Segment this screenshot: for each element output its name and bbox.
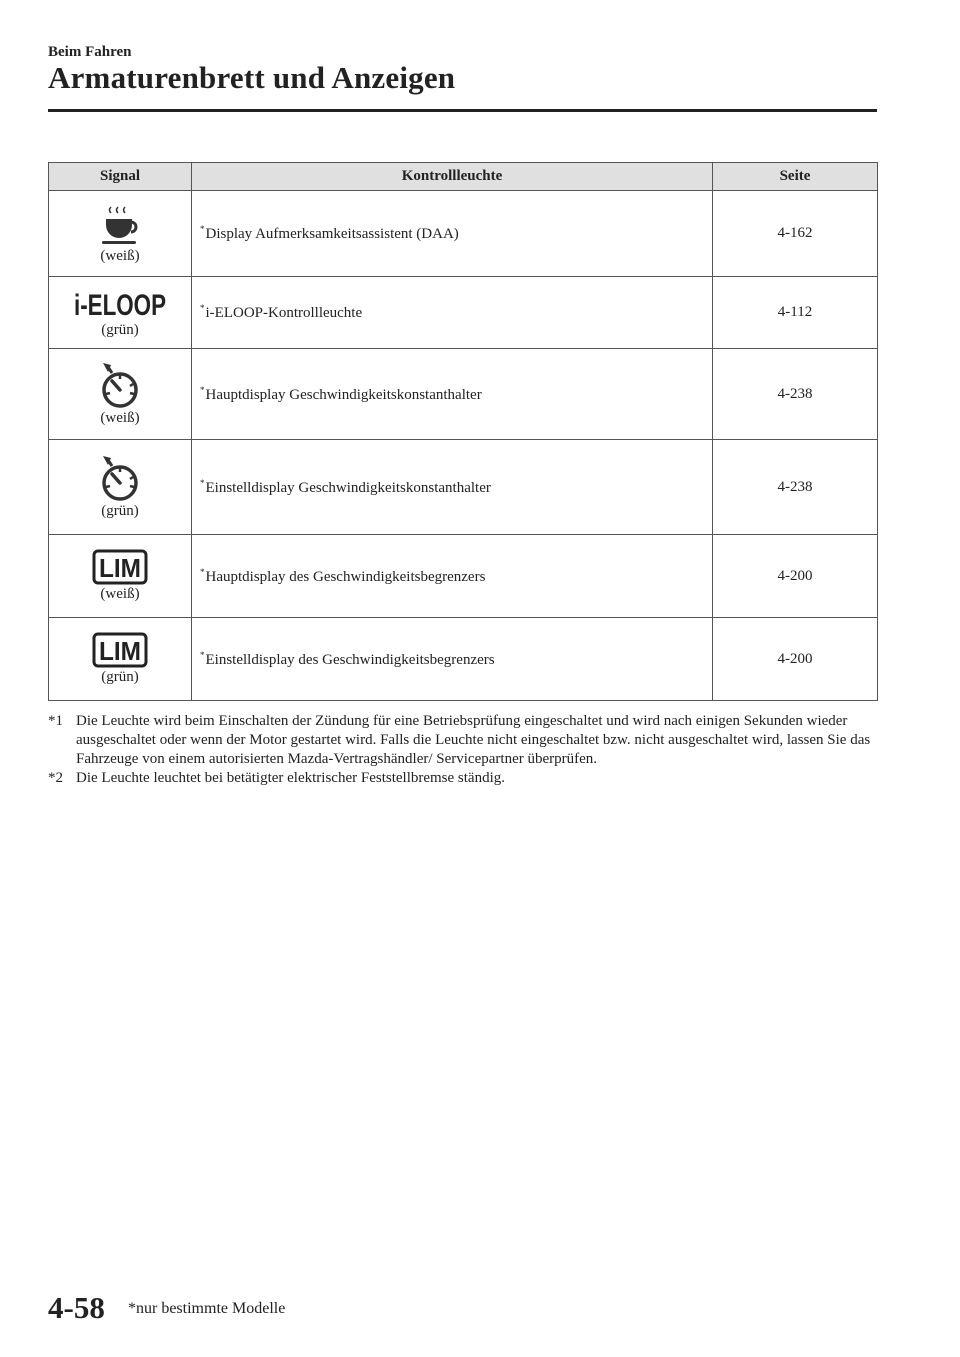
cruise-control-icon	[97, 454, 143, 502]
signal-color: (weiß)	[100, 247, 140, 264]
description-cell	[192, 191, 713, 277]
svg-text:LIM: LIM	[99, 636, 141, 666]
footnote-text: Die Leuchte wird beim Einschalten der Zündung für eine Betriebsprüfung eingeschaltet und wird nach einigen Sekunden wieder ausgeschaltet oder wenn der Motor gestartet wird. Falls die Leuchte nicht eingeschaltet bzw. nicht ausgeschaltet wird, lassen Sie das Fahrzeuge von einem autorisierten Mazda-Vertragshändler/ Servicepartner überprüfen.	[76, 713, 871, 767]
header-page: Seite	[713, 163, 878, 191]
footnote-item	[48, 769, 888, 788]
coffee-cup-icon	[98, 203, 142, 247]
header-light: Kontrollleuchte	[192, 163, 713, 191]
i-eloop-icon	[72, 287, 168, 321]
page-ref: 4-200	[713, 618, 878, 701]
table-row	[49, 349, 878, 440]
table-row	[49, 535, 878, 618]
description-cell	[192, 618, 713, 701]
signal-color: (grün)	[101, 669, 139, 685]
page-ref: 4-238	[713, 349, 878, 440]
lim-icon	[92, 632, 148, 668]
description-text: Hauptdisplay des Geschwindigkeitsbegrenzers	[205, 568, 486, 585]
footnote-item	[48, 712, 888, 769]
description-text: i-ELOOP-Kontrollleuchte	[205, 305, 363, 321]
description-text: Hauptdisplay Geschwindigkeitskonstanthalter	[205, 386, 482, 403]
footnote-marker: *	[200, 477, 205, 488]
cruise-control-icon	[97, 361, 143, 409]
signal-cell	[49, 618, 192, 701]
page-ref: 4-200	[713, 535, 878, 618]
footnote-marker: *	[200, 649, 205, 660]
header-signal: Signal	[49, 163, 192, 191]
signal-color: (weiß)	[100, 586, 140, 602]
page-ref: 4-112	[713, 277, 878, 349]
table-row	[49, 191, 878, 277]
signal-color: (grün)	[101, 503, 139, 519]
footnote-marker: *	[200, 303, 205, 313]
table-header-row	[49, 163, 878, 191]
page-ref: 4-238	[713, 440, 878, 535]
description-cell	[192, 535, 713, 618]
signal-color: (weiß)	[100, 410, 140, 426]
lim-icon	[92, 549, 148, 585]
description-cell	[192, 440, 713, 535]
footnote-number: *1	[48, 713, 63, 729]
table-row	[49, 277, 878, 349]
page-ref: 4-162	[713, 191, 878, 277]
signal-cell	[49, 440, 192, 535]
footnotes	[48, 712, 888, 788]
title-rule	[48, 109, 877, 112]
signal-cell	[49, 191, 192, 277]
signal-cell	[49, 277, 192, 349]
svg-text:i-ELOOP: i-ELOOP	[74, 288, 166, 322]
svg-text:LIM: LIM	[99, 553, 141, 583]
description-text: Einstelldisplay des Geschwindigkeitsbegrenzers	[205, 651, 495, 668]
signal-cell	[49, 535, 192, 618]
footnote-marker: *	[200, 224, 205, 234]
page-title: Armaturenbrett und Anzeigen	[48, 60, 456, 95]
description-cell	[192, 277, 713, 349]
footnote-marker: *	[200, 384, 205, 395]
footnote-text: Die Leuchte leuchtet bei betätigter elektrischer Feststellbremse ständig.	[76, 770, 506, 786]
models-note: *nur bestimmte Modelle	[128, 1300, 286, 1317]
footnote-marker: *	[200, 566, 205, 577]
page-number: 4-58	[48, 1290, 105, 1325]
section-label: Beim Fahren	[48, 44, 132, 60]
signal-cell	[49, 349, 192, 440]
table-row	[49, 440, 878, 535]
footnote-number: *2	[48, 770, 63, 786]
signal-color: (grün)	[101, 321, 139, 338]
table-row	[49, 618, 878, 701]
description-text: Display Aufmerksamkeitsassistent (DAA)	[205, 226, 459, 242]
indicator-table	[48, 162, 878, 701]
description-cell	[192, 349, 713, 440]
description-text: Einstelldisplay Geschwindigkeitskonstanthalter	[205, 479, 491, 496]
